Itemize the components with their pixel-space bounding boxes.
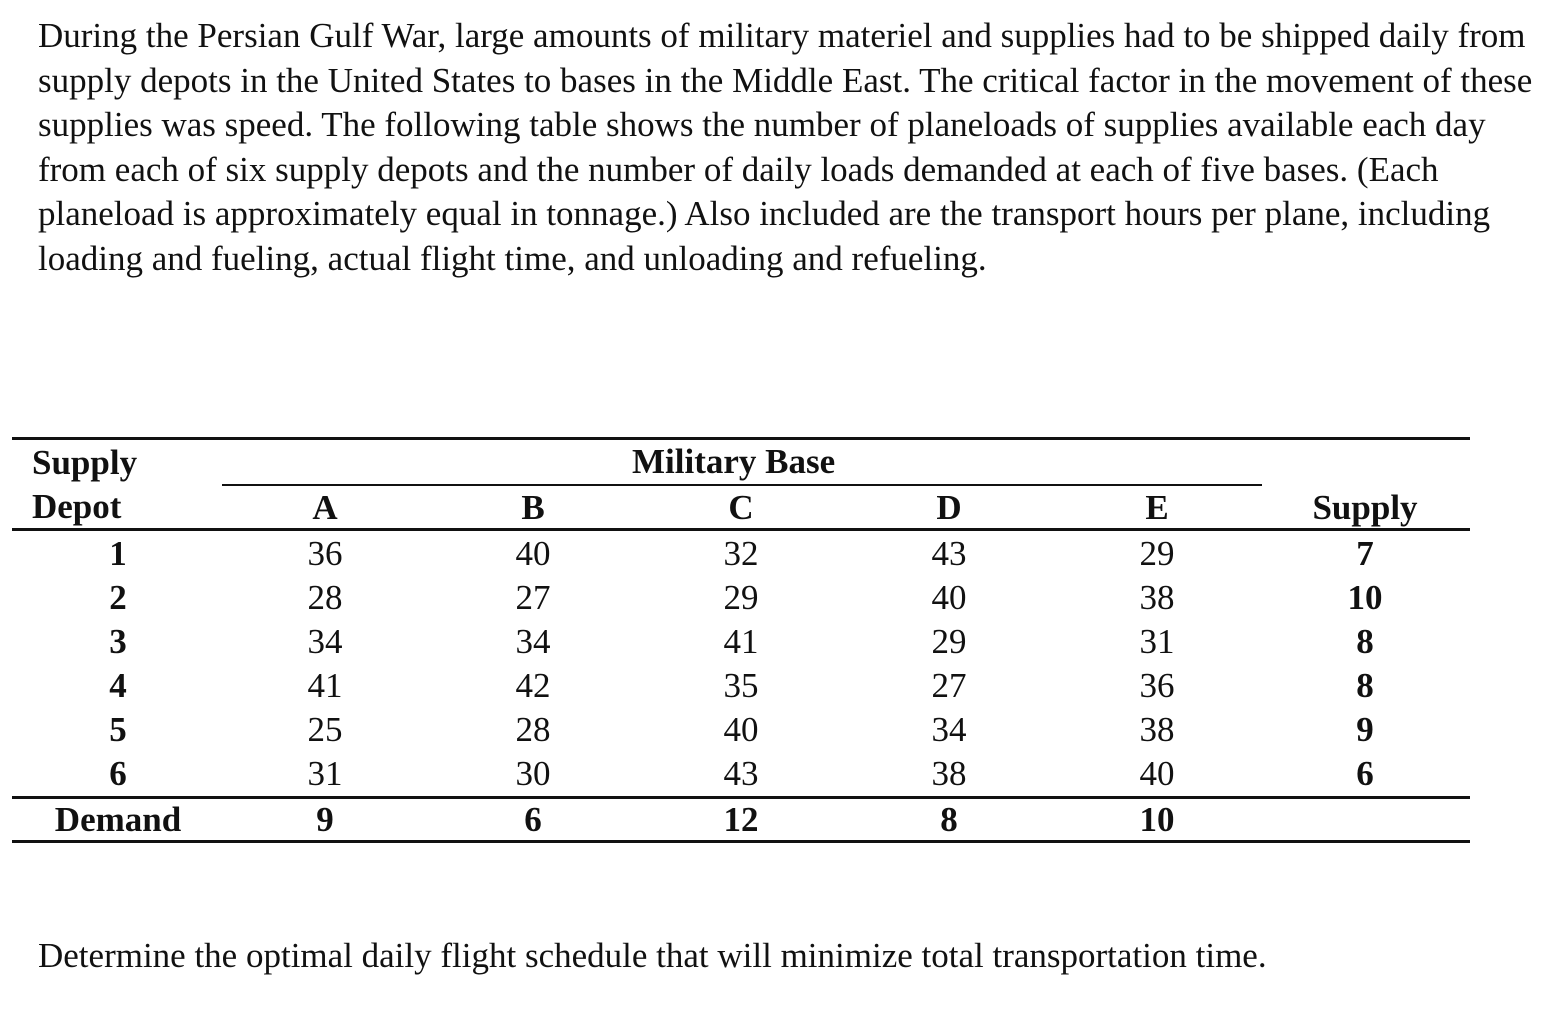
hours-cell: 40	[723, 710, 759, 749]
column-header-e: E	[1145, 488, 1169, 527]
hours-cell: 40	[515, 534, 551, 573]
demand-value: 6	[524, 800, 542, 839]
hours-cell: 27	[515, 578, 551, 617]
hours-cell: 35	[723, 666, 759, 705]
supply-value: 10	[1347, 578, 1383, 617]
column-header-c: C	[728, 488, 754, 527]
supply-value: 7	[1356, 534, 1374, 573]
hours-cell: 32	[723, 534, 759, 573]
supply-value: 8	[1356, 666, 1374, 705]
hours-cell: 27	[931, 666, 967, 705]
depot-number: 1	[109, 534, 127, 573]
military-base-header: Military Base	[632, 442, 836, 481]
hours-cell: 41	[307, 666, 343, 705]
hours-cell: 34	[931, 710, 967, 749]
supply-value: 6	[1356, 754, 1374, 793]
hours-cell: 41	[723, 622, 759, 661]
hours-cell: 34	[307, 622, 343, 661]
hours-cell: 29	[1139, 534, 1175, 573]
demand-value: 9	[316, 800, 334, 839]
demand-label: Demand	[54, 800, 182, 839]
column-header-b: B	[521, 488, 545, 527]
hours-cell: 31	[307, 754, 343, 793]
hours-cell: 29	[723, 578, 759, 617]
supply-value: 8	[1356, 622, 1374, 661]
hours-cell: 31	[1139, 622, 1175, 661]
hours-cell: 29	[931, 622, 967, 661]
problem-intro-paragraph: During the Persian Gulf War, large amounts of military materiel and supplies had to be shipped daily from supply depots in the United States to bases in the Middle East. The critical factor in the movement of these supplies was speed. The following table shows the number of planeloads of supplies available each day from each of six supply depots and the number of daily loads demanded at each of five bases. (Each planeload is approximately equal in tonnage.) Also included are the transport hours per plane, including loading and fueling, actual flight time, and unloading and refueling.	[38, 16, 1533, 278]
hours-cell: 40	[931, 578, 967, 617]
supply-depot-header-line1: Supply	[32, 443, 138, 482]
hours-cell: 36	[1139, 666, 1175, 705]
hours-cell: 38	[1139, 710, 1175, 749]
demand-value: 10	[1139, 800, 1175, 839]
demand-value: 8	[940, 800, 958, 839]
hours-cell: 38	[1139, 578, 1175, 617]
hours-cell: 42	[515, 666, 551, 705]
hours-cell: 40	[1139, 754, 1175, 793]
supply-column-header: Supply	[1312, 488, 1418, 527]
depot-number: 5	[109, 710, 127, 749]
hours-cell: 34	[515, 622, 551, 661]
hours-cell: 43	[931, 534, 967, 573]
hours-cell: 43	[723, 754, 759, 793]
depot-number: 3	[109, 622, 127, 661]
hours-cell: 30	[515, 754, 551, 793]
hours-cell: 38	[931, 754, 967, 793]
depot-number: 4	[109, 666, 127, 705]
supply-depot-header-line2: Depot	[32, 487, 122, 526]
column-header-a: A	[312, 488, 338, 527]
hours-cell: 25	[307, 710, 343, 749]
problem-question: Determine the optimal daily flight schedule that will minimize total transportation time.	[38, 936, 1267, 975]
demand-value: 12	[723, 800, 759, 839]
supply-value: 9	[1356, 710, 1374, 749]
hours-cell: 28	[515, 710, 551, 749]
depot-number: 2	[109, 578, 127, 617]
hours-cell: 28	[307, 578, 343, 617]
column-header-d: D	[936, 488, 962, 527]
depot-number: 6	[109, 754, 127, 793]
hours-cell: 36	[307, 534, 343, 573]
